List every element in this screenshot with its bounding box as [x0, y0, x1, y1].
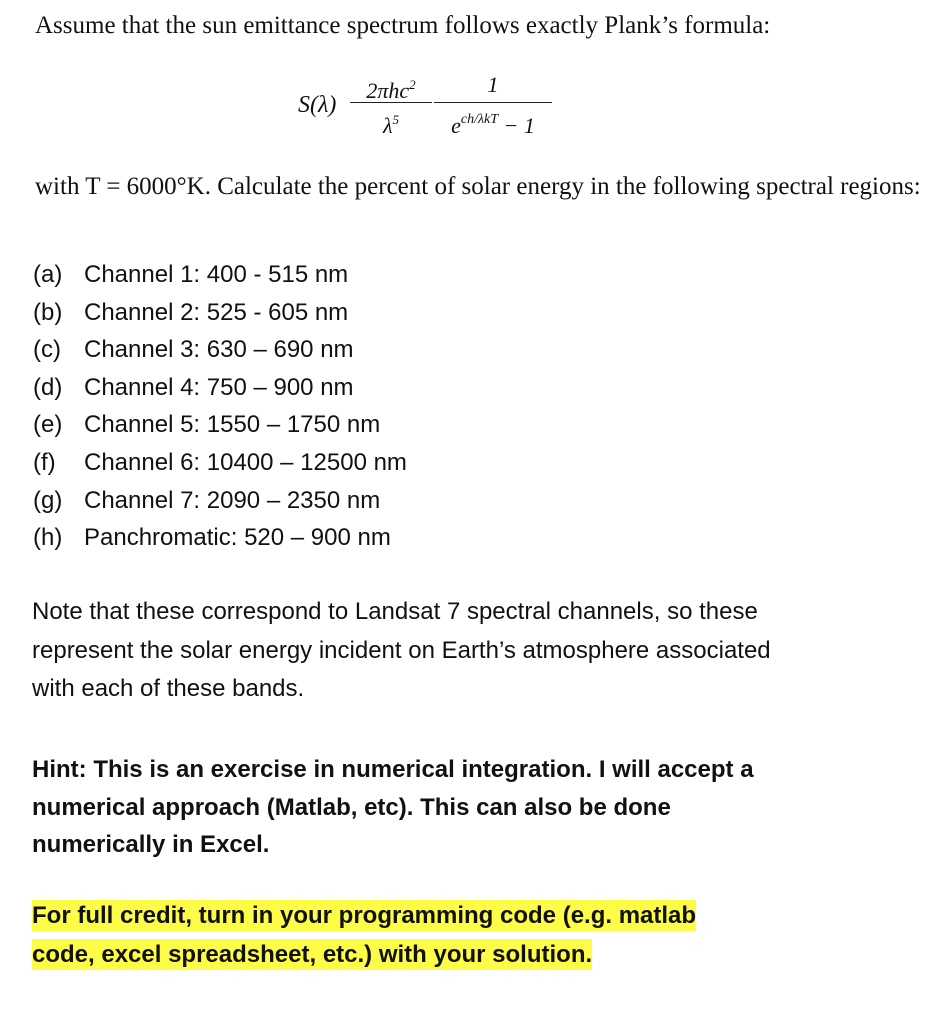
fraction-2-numerator: 1 [487, 72, 499, 97]
note-paragraph: Note that these correspond to Landsat 7 spectral channels, so these represent the solar energy incident on Earth’s atmosphere associated with each of these bands. [32, 598, 771, 702]
list-item-text: Channel 2: 525 - 605 nm [84, 298, 349, 326]
formula-lhs: S(λ) [298, 92, 337, 118]
list-item-text: Channel 7: 2090 – 2350 nm [84, 486, 381, 514]
channel-list [33, 256, 407, 557]
list-item-label: (h) [33, 524, 63, 552]
list-item [33, 406, 407, 444]
list-item [33, 294, 407, 332]
fraction-2-denominator: $e^{ch/\lambda kT} - 1$ [451, 112, 535, 138]
list-item-label: (f) [33, 448, 56, 476]
planck-formula [298, 70, 568, 150]
formula-fraction-2 [434, 70, 552, 138]
list-item-label: (g) [33, 486, 63, 514]
list-item [33, 331, 407, 369]
list-item-label: (b) [33, 298, 63, 326]
problem-statement: with T = 6000°K. Calculate the percent of solar energy in the following spectral regions: [35, 173, 921, 200]
list-item-text: Channel 3: 630 – 690 nm [84, 336, 354, 364]
highlighted-text: For full credit, turn in your programming code (e.g. matlab code, excel spreadsheet, etc.) with your solution. [32, 902, 697, 968]
list-item-label: (d) [33, 373, 63, 401]
list-item [33, 369, 407, 407]
fraction-1-numerator: 2πhc$^2$ [366, 77, 416, 103]
list-item [33, 256, 407, 294]
list-item [33, 444, 407, 482]
list-item-label: (e) [33, 411, 63, 439]
list-item-text: Channel 4: 750 – 900 nm [84, 373, 354, 401]
list-item [33, 519, 407, 557]
list-item-label: (c) [33, 336, 61, 364]
list-item-text: Panchromatic: 520 – 900 nm [84, 524, 391, 552]
fraction-1-denominator: $\lambda^5$ [382, 112, 400, 138]
list-item-text: Channel 6: 10400 – 12500 nm [84, 448, 407, 476]
fraction-2-bar [434, 102, 552, 103]
list-item-text: Channel 1: 400 - 515 nm [84, 261, 349, 288]
list-item-text: Channel 5: 1550 – 1750 nm [84, 411, 381, 439]
intro-text: Assume that the sun emittance spectrum follows exactly Plank’s formula: [35, 12, 771, 39]
list-item-label: (a) [33, 261, 63, 288]
credit-paragraph [32, 897, 752, 974]
formula-fraction-1 [350, 70, 432, 138]
hint-paragraph: Hint: This is an exercise in numerical integration. I will accept a numerical approach (Matlab, etc). This can also be done numerically in Excel. [32, 756, 754, 858]
list-item [33, 482, 407, 520]
